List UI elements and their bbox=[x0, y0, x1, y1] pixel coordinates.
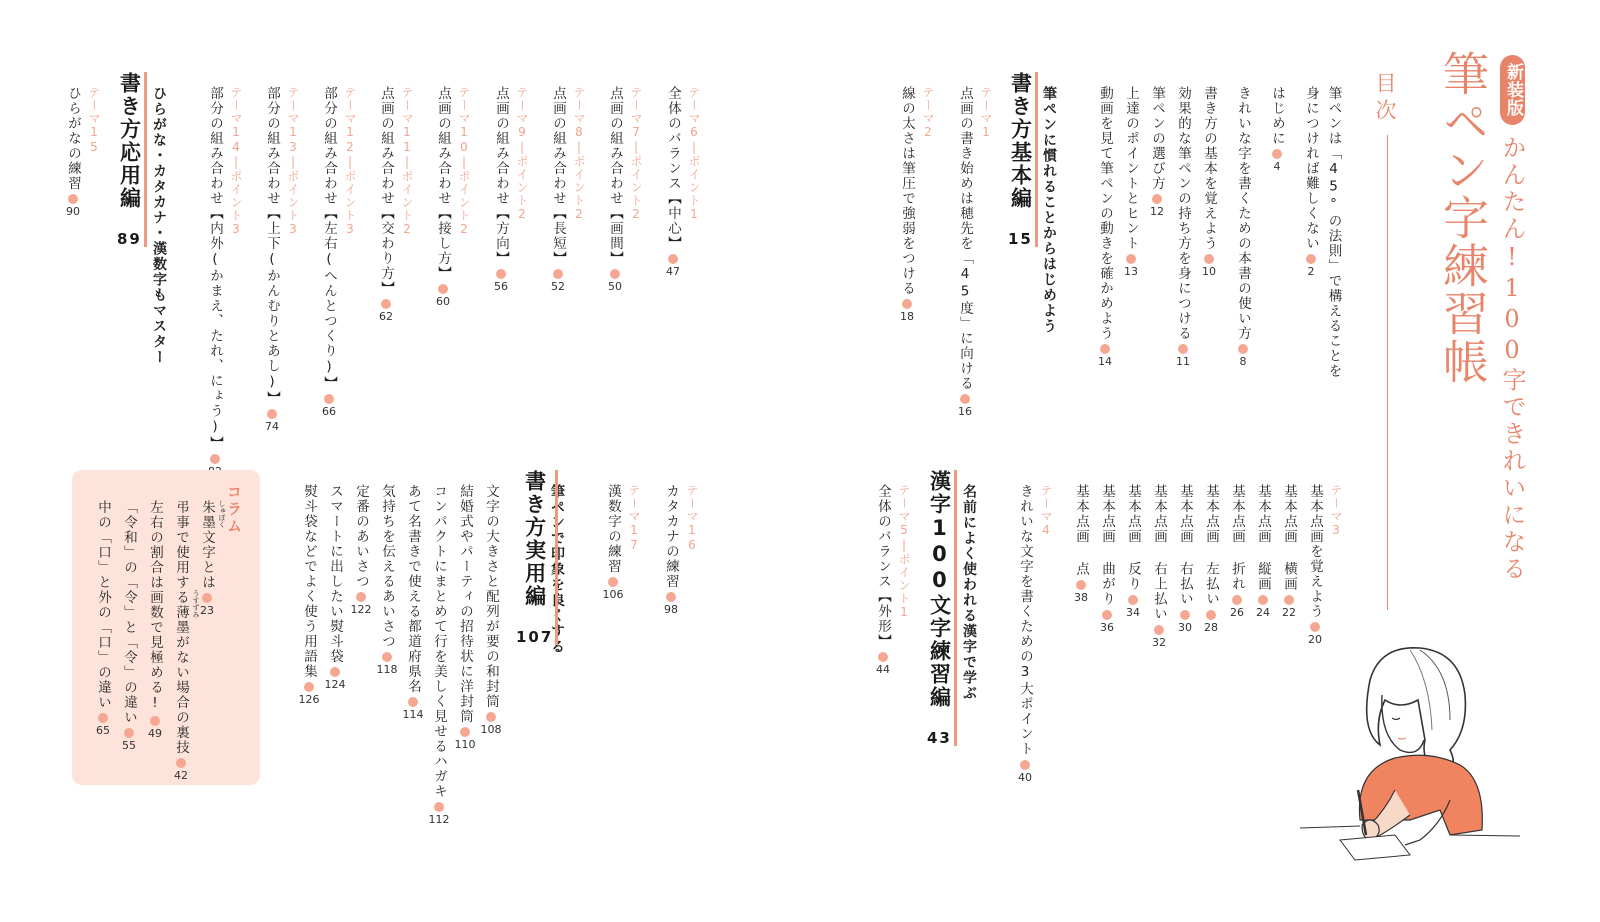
section4-title[interactable]: 書き方実用編107 bbox=[516, 470, 558, 645]
toc-entry[interactable]: カタカナの練習98 bbox=[663, 484, 679, 616]
toc-entry[interactable]: 結婚式やパーティの招待状に洋封筒110 bbox=[454, 484, 476, 751]
theme-label: テーマ3 bbox=[1329, 484, 1343, 538]
theme-label: テーマ9|ポイント2 bbox=[515, 86, 529, 222]
page-dot-icon bbox=[98, 713, 108, 723]
theme-label: テーマ14|ポイント3 bbox=[229, 86, 243, 237]
section2-lead: 名前によく使われる漢字で学ぶ bbox=[961, 484, 977, 701]
page-dot-icon bbox=[356, 592, 366, 602]
theme-label: テーマ7|ポイント2 bbox=[629, 86, 643, 222]
theme-label: テーマ6|ポイント1 bbox=[687, 86, 701, 222]
toc-entry[interactable]: 線の太さは筆圧で強弱をつける18 bbox=[899, 86, 915, 323]
toc-entry[interactable]: 基本点画 折れ26 bbox=[1229, 484, 1245, 619]
page-dot-icon bbox=[1128, 595, 1138, 605]
section3-lead: ひらがな・カタカナ・漢数字もマスター bbox=[151, 86, 167, 365]
toc-entry[interactable]: 点画の組み合わせ【画間】50 bbox=[607, 86, 623, 293]
header-divider bbox=[1387, 135, 1388, 610]
page-dot-icon bbox=[438, 284, 448, 294]
toc-entry[interactable]: 点画の組み合わせ【交わり方】62 bbox=[378, 86, 394, 323]
page-dot-icon bbox=[1232, 595, 1242, 605]
section1-title[interactable]: 書き方基本編15 bbox=[1008, 72, 1038, 247]
theme-label: テーマ16 bbox=[685, 484, 699, 553]
page-dot-icon bbox=[1284, 595, 1294, 605]
intro-entry[interactable]: はじめに4 bbox=[1269, 86, 1285, 173]
theme-label: テーマ10|ポイント2 bbox=[457, 86, 471, 237]
page-dot-icon bbox=[608, 577, 618, 587]
toc-entry[interactable]: 部分の組み合わせ【左右(へんとつくり)】66 bbox=[321, 86, 337, 418]
page-dot-icon bbox=[1154, 625, 1164, 635]
page-dot-icon bbox=[1206, 610, 1216, 620]
toc-entry[interactable]: 部分の組み合わせ【内外(かまえ、たれ、にょう)】 bbox=[204, 86, 226, 477]
intro-entry[interactable]: 動画を見て筆ペンの動きを確かめよう14 bbox=[1097, 86, 1113, 368]
column-entry[interactable]: 朱墨文字とは23 bbox=[199, 500, 215, 617]
intro-entry[interactable]: きれいな字を書くための本書の使い方8 bbox=[1235, 86, 1251, 368]
section3-title[interactable]: 書き方応用編89 bbox=[117, 72, 147, 247]
page-dot-icon bbox=[553, 269, 563, 279]
toc-entry[interactable]: 基本点画 左払い28 bbox=[1203, 484, 1219, 634]
page-dot-icon bbox=[1076, 580, 1086, 590]
page-dot-icon bbox=[1180, 610, 1190, 620]
page-dot-icon bbox=[68, 194, 78, 204]
toc-entry[interactable]: 文字の大きさと配列が要の和封筒108 bbox=[480, 484, 502, 736]
toc-entry[interactable]: 点画の組み合わせ【長短】52 bbox=[550, 86, 566, 293]
toc-entry[interactable]: スマートに出したい熨斗袋124 bbox=[324, 484, 346, 691]
page-dot-icon bbox=[267, 409, 277, 419]
page-dot-icon bbox=[496, 269, 506, 279]
intro-entry[interactable]: 書き方の基本を覚えよう10 bbox=[1201, 86, 1217, 278]
ruby-text: うすずみ bbox=[192, 590, 200, 618]
section4-lead: 筆ペンで印象を良くする bbox=[549, 484, 565, 655]
section2-title[interactable]: 漢字100文字練習編43 bbox=[927, 470, 957, 746]
page-dot-icon bbox=[382, 652, 392, 662]
page-dot-icon bbox=[1204, 254, 1214, 264]
page-dot-icon bbox=[668, 254, 678, 264]
intro-entry[interactable]: 筆ペンの選び方12 bbox=[1149, 86, 1165, 218]
contents-label: 目次 bbox=[1373, 72, 1397, 126]
new-edition-badge: 新装版 bbox=[1500, 55, 1525, 125]
toc-entry[interactable]: きれいな文字を書くための3大ポイント40 bbox=[1017, 484, 1033, 784]
section1-lead: 筆ペンに慣れることからはじめよう bbox=[1041, 86, 1057, 334]
page-dot-icon bbox=[1178, 344, 1188, 354]
page-dot-icon bbox=[960, 394, 970, 404]
page-dot-icon bbox=[1310, 622, 1320, 632]
intro-entry[interactable]: 上達のポイントとヒント13 bbox=[1123, 86, 1139, 278]
theme-label: テーマ11|ポイント2 bbox=[400, 86, 414, 237]
theme-label: テーマ4 bbox=[1039, 484, 1053, 538]
toc-entry[interactable]: 点画の書き始めは穂先を「45度」に向ける16 bbox=[957, 86, 973, 418]
theme-label: テーマ15 bbox=[87, 86, 101, 155]
theme-label: テーマ13|ポイント3 bbox=[286, 86, 300, 237]
intro-entry[interactable]: 効果的な筆ペンの持ち方を身につける11 bbox=[1175, 86, 1191, 368]
woman-writing-illustration bbox=[1300, 640, 1540, 870]
toc-entry[interactable]: 全体のバランス【外形】44 bbox=[875, 484, 891, 676]
page-dot-icon bbox=[304, 682, 314, 692]
page-dot-icon bbox=[1102, 610, 1112, 620]
toc-entry[interactable]: 点画の組み合わせ【接し方】60 bbox=[435, 86, 451, 308]
toc-entry[interactable]: 全体のバランス【中心】47 bbox=[665, 86, 681, 278]
page-dot-icon bbox=[1258, 595, 1268, 605]
toc-entry[interactable]: ひらがなの練習90 bbox=[65, 86, 81, 218]
page-dot-icon bbox=[1238, 344, 1248, 354]
toc-entry[interactable]: コンパクトにまとめて行を美しく見せるハガキ112 bbox=[428, 484, 450, 826]
page-dot-icon bbox=[460, 727, 470, 737]
page-dot-icon bbox=[1100, 344, 1110, 354]
toc-entry[interactable]: 基本点画 右払い30 bbox=[1177, 484, 1193, 634]
column-title: コラム bbox=[225, 484, 243, 535]
book-subtitle: かんたん!100字できれいになる bbox=[1498, 135, 1526, 583]
theme-label: テーマ17 bbox=[627, 484, 641, 553]
column-entry[interactable]: 弔事で使用する薄墨がない場合の裏技42 bbox=[173, 500, 189, 782]
page-dot-icon bbox=[666, 592, 676, 602]
column-entry[interactable]: 「令和」の「令」と「令」の違い55 bbox=[121, 500, 137, 752]
page-dot-icon bbox=[1306, 254, 1316, 264]
page-dot-icon bbox=[1152, 194, 1162, 204]
page-dot-icon bbox=[1272, 149, 1282, 159]
page-dot-icon bbox=[324, 394, 334, 404]
page-dot-icon bbox=[1020, 760, 1030, 770]
theme-label: テーマ8|ポイント2 bbox=[572, 86, 586, 222]
toc-entry[interactable]: 部分の組み合わせ【上下(かんむりとあし)】74 bbox=[264, 86, 280, 433]
column-entry[interactable]: 中の「口」と外の「口」の違い65 bbox=[95, 500, 111, 737]
book-title: 筆ペン字練習帳 bbox=[1436, 50, 1490, 386]
page-dot-icon bbox=[408, 697, 418, 707]
page-dot-icon bbox=[486, 712, 496, 722]
toc-entry[interactable]: 漢数字の練習106 bbox=[602, 484, 624, 601]
page-dot-icon bbox=[124, 728, 134, 738]
page-dot-icon bbox=[210, 454, 220, 464]
toc-entry[interactable]: 基本点画 横画22 bbox=[1281, 484, 1297, 619]
toc-entry[interactable]: 熨斗袋などでよく使う用語集126 bbox=[298, 484, 320, 706]
toc-entry[interactable]: 基本点画 右上払い32 bbox=[1151, 484, 1167, 649]
theme-label: テーマ5|ポイント1 bbox=[897, 484, 911, 620]
page-dot-icon bbox=[878, 652, 888, 662]
theme-label: テーマ1 bbox=[979, 86, 993, 140]
page-dot-icon bbox=[610, 269, 620, 279]
toc-entry[interactable]: あて名書きで使える都道府県名114 bbox=[402, 484, 424, 721]
page-dot-icon bbox=[434, 802, 444, 812]
toc-entry[interactable]: 基本点画を覚えよう20 bbox=[1307, 484, 1323, 646]
column-entry[interactable]: 左右の割合は画数で見極める!49 bbox=[147, 500, 163, 740]
theme-label: テーマ2 bbox=[921, 86, 935, 140]
page-dot-icon bbox=[176, 758, 186, 768]
toc-entry[interactable]: 気持ちを伝えるあいさつ118 bbox=[376, 484, 398, 676]
page-dot-icon bbox=[381, 299, 391, 309]
page-dot-icon bbox=[902, 299, 912, 309]
toc-entry[interactable]: 基本点画 反り34 bbox=[1125, 484, 1141, 619]
intro-entry[interactable]: 身につければ難しくない2 bbox=[1303, 86, 1319, 278]
page-dot-icon bbox=[330, 667, 340, 677]
toc-entry[interactable]: 定番のあいさつ122 bbox=[350, 484, 372, 616]
theme-label: テーマ12|ポイント3 bbox=[343, 86, 357, 237]
intro-entry[interactable]: 筆ペンは「45°の法則」で構えることを bbox=[1325, 86, 1342, 379]
toc-entry[interactable]: 基本点画 曲がり36 bbox=[1099, 484, 1115, 634]
page-dot-icon bbox=[150, 716, 160, 726]
toc-entry[interactable]: 点画の組み合わせ【方向】56 bbox=[493, 86, 509, 293]
page-dot-icon bbox=[1126, 254, 1136, 264]
toc-entry[interactable]: 基本点画 縦画24 bbox=[1255, 484, 1271, 619]
toc-entry[interactable]: 基本点画 点38 bbox=[1073, 484, 1089, 604]
ruby-text: しゅぼく bbox=[218, 500, 226, 528]
